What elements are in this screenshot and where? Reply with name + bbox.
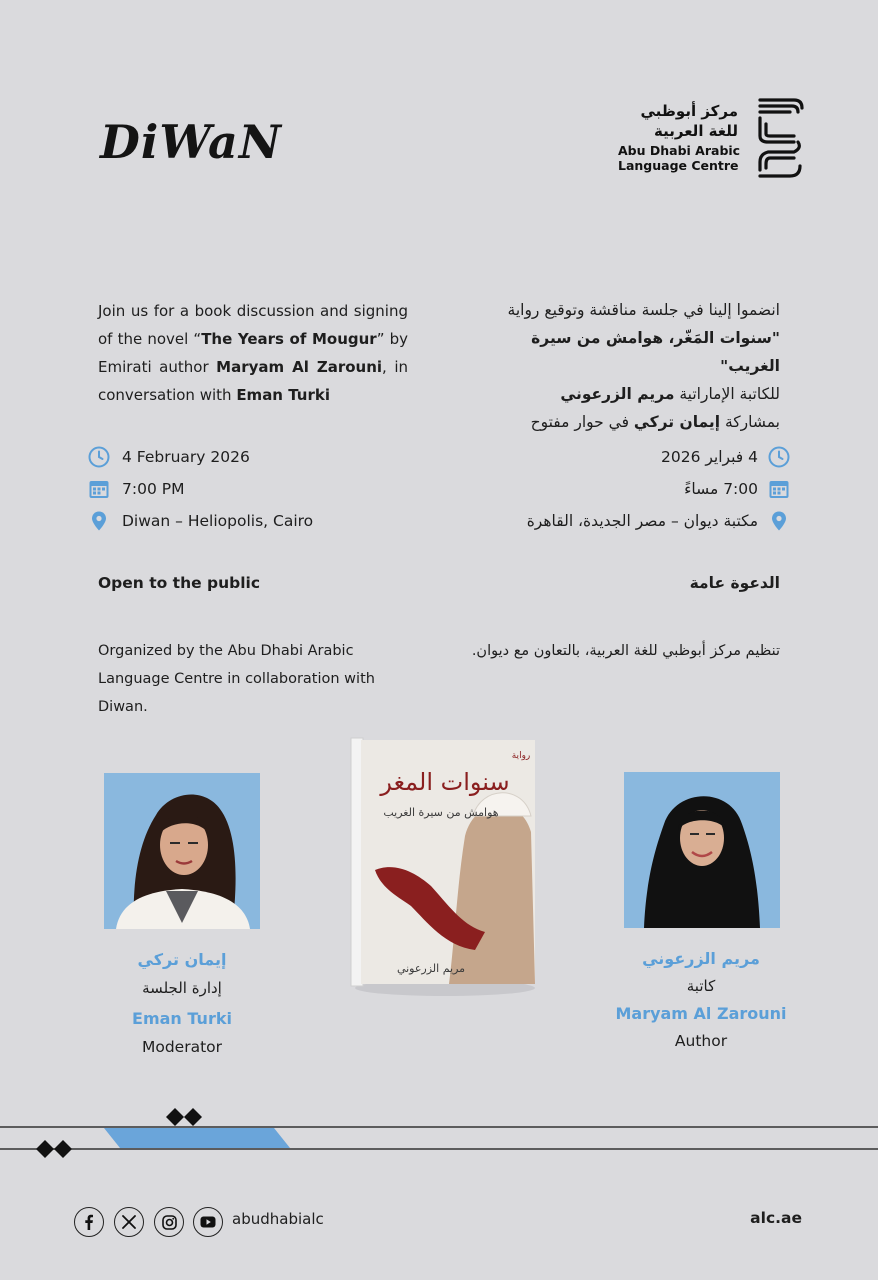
event-time-ar: 7:00 مساءً: [684, 480, 758, 498]
open-to-public-en: Open to the public: [98, 574, 261, 592]
time-row-en: [88, 476, 184, 502]
location-pin-icon: [88, 510, 110, 532]
book-cover-title: سنوات المغر: [380, 768, 510, 796]
alc-logo-arabic-line2: للغة العربية: [654, 122, 738, 140]
instagram-link[interactable]: [154, 1207, 184, 1237]
book-cover-illustration: [345, 736, 545, 996]
intro-ar-author: مريم الزرعوني: [560, 385, 675, 403]
social-handle[interactable]: abudhabialc: [232, 1210, 324, 1228]
x-icon: [122, 1215, 136, 1229]
diwan-logo-text: DiWaN: [100, 115, 282, 169]
facebook-link[interactable]: [74, 1207, 104, 1237]
x-link[interactable]: [114, 1207, 144, 1237]
intro-ar-book-title: "سنوات المَغّر، هوامش من سيرة الغريب": [531, 329, 780, 375]
moderator-name-en: Eman Turki: [132, 1009, 232, 1028]
moderator-role-ar: إدارة الجلسة: [142, 979, 222, 997]
clock-icon: [88, 446, 110, 468]
clock-icon: [768, 446, 790, 468]
alc-mark-icon: [754, 96, 804, 182]
youtube-link[interactable]: [193, 1207, 223, 1237]
open-to-public-ar: الدعوة عامة: [689, 574, 780, 592]
intro-ar-moderator: إيمان تركي: [633, 413, 721, 431]
intro-en-part3: , in conversation with: [98, 358, 408, 404]
book-cover-tag: رواية: [511, 751, 531, 761]
author-photo: [624, 772, 780, 928]
event-time-en: 7:00 PM: [122, 480, 185, 498]
instagram-icon: [162, 1215, 177, 1230]
date-row-en: [88, 444, 250, 470]
facebook-icon: [81, 1214, 97, 1230]
author-name-ar: مريم الزرعوني: [642, 949, 760, 968]
author-role-ar: كاتبة: [686, 977, 716, 995]
intro-ar-line1: انضموا إلينا في جلسة مناقشة وتوقيع رواية: [507, 301, 780, 319]
intro-ar-line4-post: في حوار مفتوح: [530, 413, 634, 431]
calendar-icon: [88, 478, 110, 500]
organized-by-en: Organized by the Abu Dhabi Arabic Language Centre in collaboration with Diwan.: [98, 643, 375, 715]
organized-by-ar: تنظيم مركز أبوظبي للغة العربية، بالتعاون مع ديوان.: [471, 643, 780, 659]
intro-en-part1: Join us for a book discussion and signing of the novel “: [98, 302, 408, 348]
event-date-en: 4 February 2026: [122, 448, 250, 466]
intro-ar-line3: للكاتبة الإماراتية: [674, 385, 780, 403]
intro-ar-line4-pre: بمشاركة: [720, 413, 780, 431]
author-name-en: Maryam Al Zarouni: [615, 1004, 787, 1023]
time-row-ar: [684, 476, 790, 502]
alc-logo-english-line2: Language Centre: [618, 158, 739, 173]
alc-logo: [612, 96, 808, 182]
date-row-ar: [661, 444, 790, 470]
moderator-photo: [104, 773, 260, 929]
youtube-icon: [200, 1216, 216, 1228]
author-role-en: Author: [674, 1032, 728, 1050]
diamond-pair-bottom-icon: [36, 1140, 72, 1158]
alc-logo-english-line1: Abu Dhabi Arabic: [618, 143, 741, 158]
diamond-pair-top-icon: [166, 1108, 202, 1126]
intro-en-moderator: Eman Turki: [236, 386, 330, 404]
intro-en-book-title: The Years of Mougur: [201, 330, 377, 348]
book-cover: [345, 736, 545, 996]
location-row-en: [88, 508, 313, 534]
book-cover-author: مريم الزرعوني: [396, 962, 466, 975]
event-location-ar: مكتبة ديوان – مصر الجديدة، القاهرة: [526, 512, 758, 530]
intro-en-part2: ” by Emirati author: [98, 330, 409, 376]
intro-english: [98, 297, 408, 409]
decorative-band: [0, 1100, 878, 1170]
website-link[interactable]: alc.ae: [750, 1209, 802, 1227]
event-location-en: Diwan – Heliopolis, Cairo: [122, 512, 314, 530]
intro-arabic: [470, 296, 780, 436]
location-pin-icon: [768, 510, 790, 532]
book-cover-subtitle: هوامش من سيرة الغريب: [383, 806, 499, 819]
intro-en-author: Maryam Al Zarouni: [216, 358, 383, 376]
alc-logo-arabic-line1: مركز أبوظبي: [640, 102, 738, 120]
moderator-name-ar: إيمان تركي: [137, 950, 227, 969]
author-portrait-icon: [624, 772, 780, 928]
moderator-role-en: Moderator: [141, 1038, 223, 1056]
moderator-portrait-icon: [104, 773, 260, 929]
diwan-logo: [94, 110, 294, 174]
location-row-ar: [527, 508, 790, 534]
calendar-icon: [768, 478, 790, 500]
event-date-ar: 4 فبراير 2026: [661, 448, 758, 466]
